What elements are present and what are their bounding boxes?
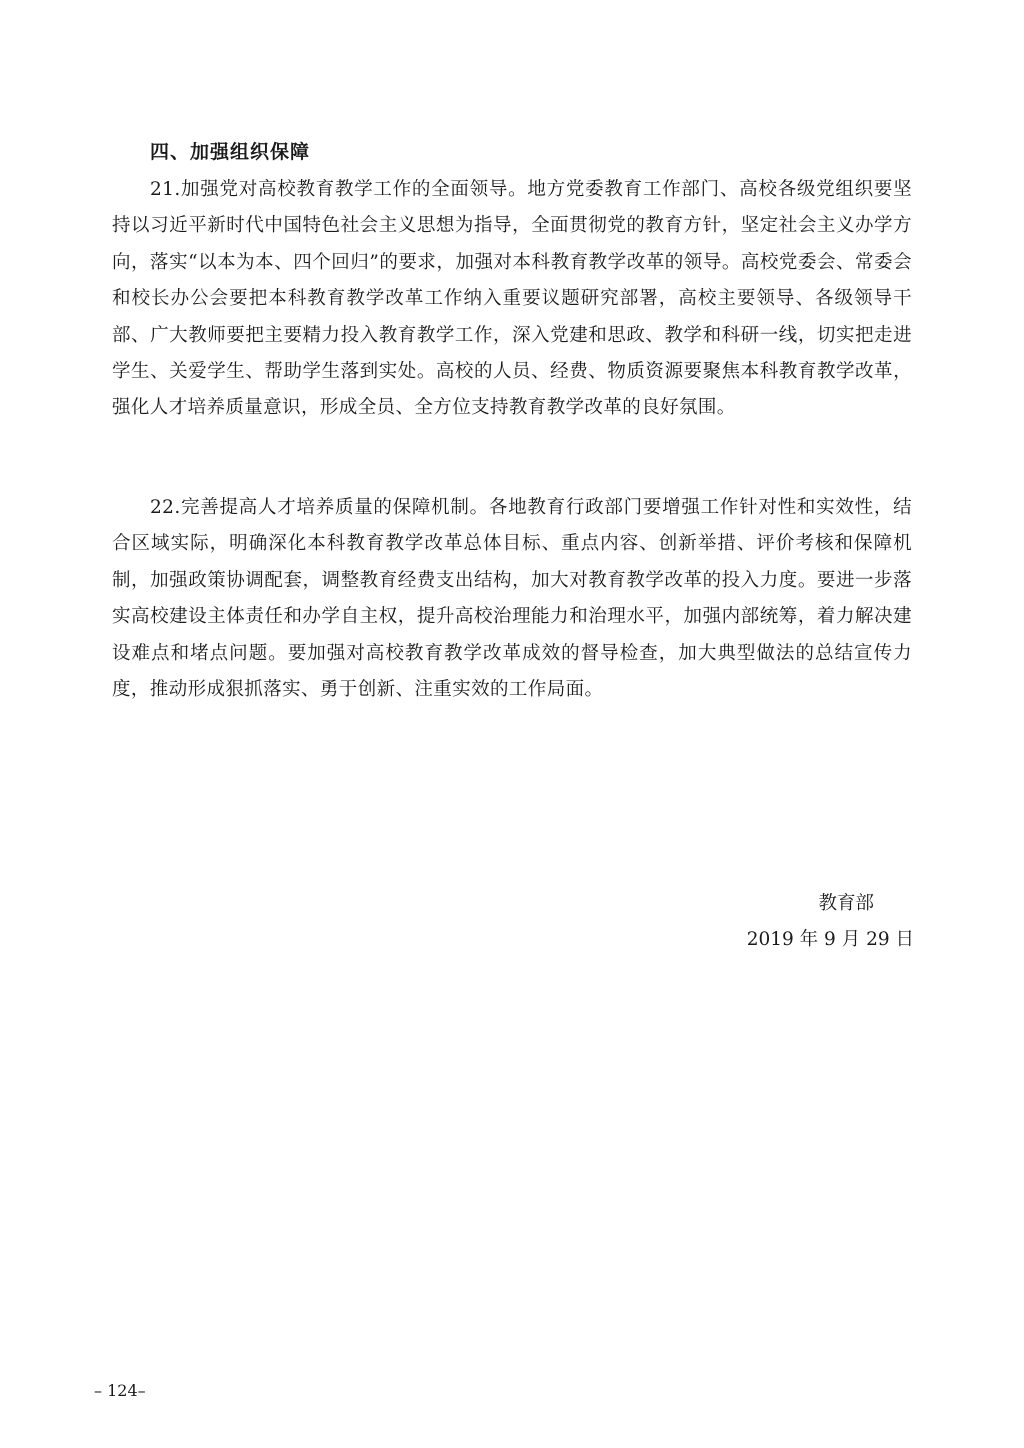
page-number: – 124– — [94, 1381, 146, 1400]
section-heading: 四、加强组织保障 — [150, 141, 311, 163]
signature-block — [747, 886, 914, 958]
paragraph-21: 21.加强党对高校教育教学工作的全面领导。地方党委教育工作部门、高校各级党组织要坚持以习近平新时代中国特色社会主义思想为指导，全面贯彻党的教育方针，坚定社会主义办学方向，落实“以本为本、四个回归”的要求，加强对本科教育教学改革的领导。高校党委会、常委会和校长办公会要把本科教育教学改革工作纳入重要议题研究部署，高校主要领导、各级领导干部、广大教师要把主要精力投入教育教学工作，深入党建和思政、教学和科研一线，切实把走进学生、关爱学生、帮助学生落到实处。高校的人员、经费、物质资源要聚焦本科教育教学改革，强化人才培养质量意识，形成全员、全方位支持教育教学改革的良好氛围。 — [112, 179, 912, 419]
issuing-organization: 教育部 — [818, 893, 874, 914]
issue-date: 2019 年 9 月 29 日 — [746, 929, 914, 950]
paragraph-22: 22.完善提高人才培养质量的保障机制。各地教育行政部门要增强工作针对性和实效性，结合区域实际，明确深化本科教育教学改革总体目标、重点内容、创新举措、评价考核和保障机制，加强政策协调配套，调整教育经费支出结构，加大对教育教学改革的投入力度。要进一步落实高校建设主体责任和办学自主权，提升高校治理能力和治理水平，加强内部统筹，着力解决建设难点和堵点问题。要加强对高校教育教学改革成效的督导检查，加大典型做法的总结宣传力度，推动形成狠抓落实、勇于创新、注重实效的工作局面。 — [112, 497, 912, 701]
